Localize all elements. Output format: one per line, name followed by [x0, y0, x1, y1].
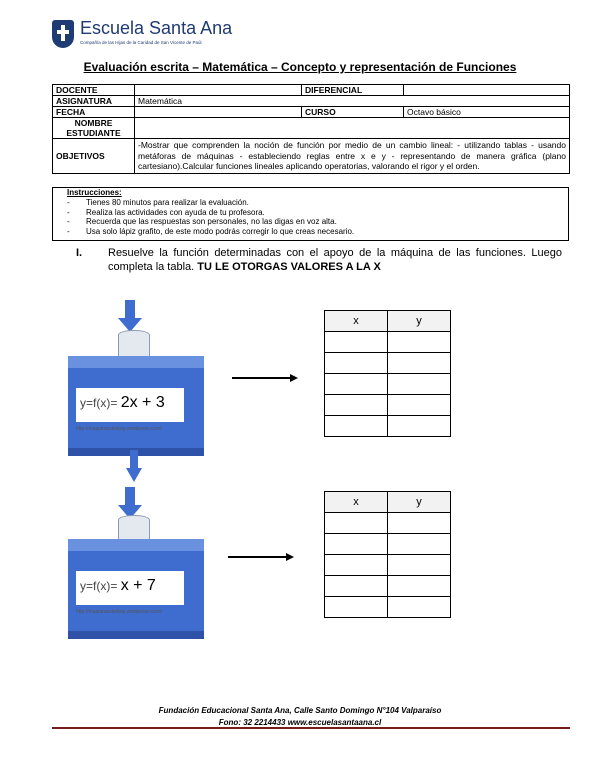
values-table-2 — [324, 491, 451, 618]
list-item: - Usa solo lápiz grafito, de este modo podrás corregir lo que creas necesario. — [53, 227, 568, 237]
footer-divider — [52, 727, 570, 729]
machine-url: http://maquinasdeblog.wordpress.com/ — [76, 609, 162, 615]
table-cell-x[interactable] — [325, 513, 388, 534]
table-header-y: y — [388, 492, 451, 513]
asignatura-label: ASIGNATURA — [53, 96, 135, 107]
table-cell-x[interactable] — [325, 332, 388, 353]
table-cell-y[interactable] — [388, 534, 451, 555]
table-cell-y[interactable] — [388, 332, 451, 353]
school-name: Escuela Santa Ana — [80, 18, 233, 38]
page-title: Evaluación escrita – Matemática – Concepto y representación de Funciones — [83, 60, 517, 74]
table-cell-x[interactable] — [325, 555, 388, 576]
diferencial-label: DIFERENCIAL — [302, 85, 404, 96]
curso-label: CURSO — [302, 107, 404, 118]
table-cell-x[interactable] — [325, 395, 388, 416]
table-row — [325, 332, 451, 353]
arrow-right-icon — [228, 556, 288, 558]
footer-address: Fundación Educacional Santa Ana, Calle Santo Domingo N°104 Valparaíso — [158, 706, 442, 715]
machine-url: http://maquinasdeblog.wordpress.com/ — [76, 426, 162, 432]
list-item: - Realiza las actividades con ayuda de tu profesora. — [53, 208, 568, 218]
question-body: Resuelve la función determinadas con el apoyo de la máquina de las funciones. Luego completa la tabla. — [108, 247, 562, 273]
table-cell-y[interactable] — [388, 513, 451, 534]
machine-screen — [76, 571, 184, 605]
arrow-right-head — [290, 374, 298, 382]
arrow-down-icon — [126, 450, 142, 482]
values-table-1 — [324, 310, 451, 437]
fecha-value[interactable] — [135, 107, 302, 118]
machine-function: y=f(x)= 2x + 3 — [80, 394, 165, 411]
curso-value: Octavo básico — [404, 107, 570, 118]
question-number: I. — [76, 247, 83, 259]
instructions-heading: Instrucciones: — [67, 188, 122, 197]
table-row — [325, 374, 451, 395]
table-row — [325, 597, 451, 618]
table-row — [325, 534, 451, 555]
table-row — [325, 513, 451, 534]
footer-contact: Fono: 32 2214433 www.escuelasantaana.cl — [218, 718, 382, 727]
table-cell-y[interactable] — [388, 597, 451, 618]
arrow-right-icon — [232, 377, 292, 379]
table-cell-y[interactable] — [388, 395, 451, 416]
machine-body — [68, 356, 204, 456]
arrow-right-head — [286, 553, 294, 561]
asignatura-value: Matemática — [135, 96, 570, 107]
table-cell-x[interactable] — [325, 374, 388, 395]
table-header-x: x — [325, 311, 388, 332]
diferencial-value[interactable] — [404, 85, 570, 96]
question-emphasis: TU LE OTORGAS VALORES A LA X — [197, 261, 381, 273]
table-row — [325, 555, 451, 576]
table-cell-y[interactable] — [388, 374, 451, 395]
function-machine-2 — [68, 487, 208, 637]
list-item: - Recuerda que las respuestas son personales, no las digas en voz alta. — [53, 217, 568, 227]
table-row — [325, 416, 451, 437]
instructions-box — [52, 187, 569, 241]
instructions-list — [53, 198, 568, 236]
school-logo — [52, 18, 233, 52]
list-item: - Tienes 80 minutos para realizar la evaluación. — [53, 198, 568, 208]
table-cell-x[interactable] — [325, 353, 388, 374]
table-row — [325, 353, 451, 374]
machine-body — [68, 539, 204, 639]
table-row — [325, 395, 451, 416]
table-cell-x[interactable] — [325, 416, 388, 437]
objetivos-value: -Mostrar que comprenden la noción de función por medio de un cambio lineal: - utilizando tablas - usando metáforas de máquinas - estableciendo reglas entre x e y - representando de manera gráfica (plano cartesiano).Calcular funciones lineales aplicando operatorias, valorando el rigor y el orden. — [135, 139, 570, 174]
table-cell-x[interactable] — [325, 534, 388, 555]
table-cell-y[interactable] — [388, 353, 451, 374]
table-cell-x[interactable] — [325, 597, 388, 618]
objetivos-label: OBJETIVOS — [53, 139, 135, 174]
shield-icon — [52, 20, 74, 48]
machine-function: y=f(x)= x + 7 — [80, 577, 156, 594]
function-machine-1 — [68, 300, 208, 485]
school-subtitle: Compañía de las Hijas de la Caridad de San Vicente de Paúl — [80, 40, 202, 45]
table-header-y: y — [388, 311, 451, 332]
table-cell-y[interactable] — [388, 576, 451, 597]
page-footer — [0, 705, 600, 729]
nombre-label: NOMBRE ESTUDIANTE — [53, 118, 135, 139]
nombre-value[interactable] — [135, 118, 570, 139]
docente-value[interactable] — [135, 85, 302, 96]
docente-label: DOCENTE — [53, 85, 135, 96]
table-cell-y[interactable] — [388, 416, 451, 437]
info-table — [52, 84, 570, 174]
arrow-down-icon — [118, 300, 142, 332]
table-cell-y[interactable] — [388, 555, 451, 576]
fecha-label: FECHA — [53, 107, 135, 118]
table-row — [325, 576, 451, 597]
table-cell-x[interactable] — [325, 576, 388, 597]
question-text — [108, 246, 562, 274]
table-header-x: x — [325, 492, 388, 513]
machine-screen — [76, 388, 184, 422]
